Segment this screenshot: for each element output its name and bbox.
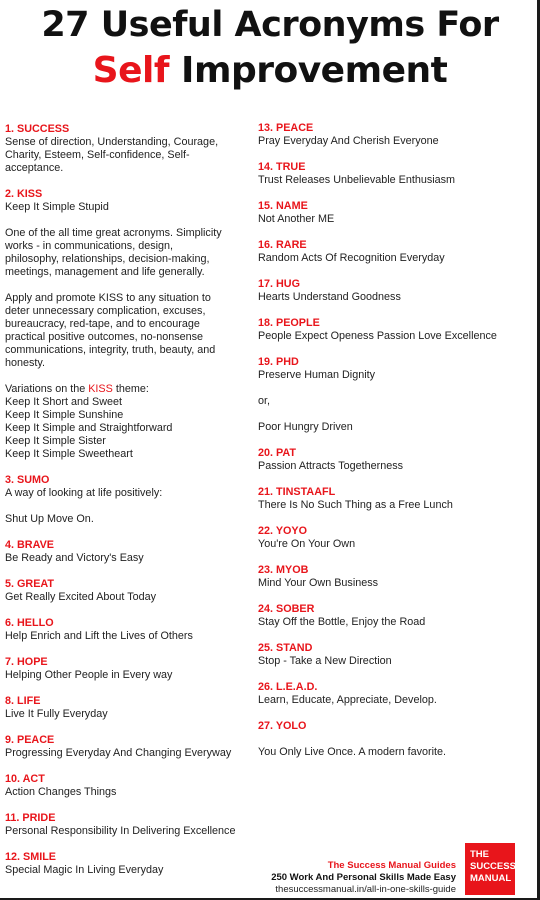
acronym-heading: 26. L.E.A.D. (258, 681, 318, 693)
acronym-text: Stop - Take a New Direction (258, 655, 392, 667)
acronym-text: Shut Up Move On. (5, 513, 94, 525)
acronym-text: Mind Your Own Business (258, 577, 379, 589)
footer-url[interactable]: thesuccessmanual.in/all-in-one-skills-guide (275, 884, 456, 895)
footer-tagline: 250 Work And Personal Skills Made Easy (271, 872, 456, 883)
title-highlight: Self (92, 50, 169, 91)
kiss-paragraph-line: works - in communications, design, (5, 240, 174, 252)
footer-credits (271, 860, 456, 896)
acronym-text: You're On Your Own (258, 538, 356, 550)
acronym-text: Be Ready and Victory's Easy (5, 552, 144, 564)
title-line-2 (0, 48, 540, 94)
acronym-heading: 12. SMILE (5, 851, 57, 863)
acronym-text: People Expect Openess Passion Love Excellence (258, 330, 497, 342)
acronym-text: Learn, Educate, Appreciate, Develop. (258, 694, 437, 706)
acronym-text: A way of looking at life positively: (5, 487, 163, 499)
kiss-variation: Keep It Simple Sweetheart (5, 448, 133, 460)
kiss-variations-intro (5, 383, 250, 396)
success-manual-logo (465, 843, 515, 895)
acronym-text: Action Changes Things (5, 786, 117, 798)
acronym-heading: 15. NAME (258, 200, 308, 212)
variations-highlight: KISS (88, 383, 113, 395)
acronym-heading: 24. SOBER (258, 603, 315, 615)
acronym-heading: 25. STAND (258, 642, 313, 654)
kiss-paragraph-line: Apply and promote KISS to any situation to (5, 292, 211, 304)
acronym-heading: 18. PEOPLE (258, 317, 320, 329)
acronym-text: Keep It Simple Stupid (5, 201, 109, 213)
acronym-heading: 6. HELLO (5, 617, 54, 629)
acronym-text: Pray Everyday And Cherish Everyone (258, 135, 439, 147)
kiss-paragraph-line: philosophy, relationships, decision-making, (5, 253, 210, 265)
acronym-heading: 4. BRAVE (5, 539, 54, 551)
acronym-heading: 22. YOYO (258, 525, 308, 537)
kiss-paragraph-line: deter unnecessary complication, excuses, (5, 305, 206, 317)
logo-word: SUCCESS (470, 861, 516, 872)
acronym-heading: 14. TRUE (258, 161, 306, 173)
acronym-text: Not Another ME (258, 213, 335, 225)
footer-brand: The Success Manual Guides (327, 860, 456, 871)
acronym-text: Helping Other People in Every way (5, 669, 173, 681)
acronym-text: Preserve Human Dignity (258, 369, 376, 381)
kiss-variation: Keep It Short and Sweet (5, 396, 123, 408)
acronym-heading: 9. PEACE (5, 734, 55, 746)
acronym-heading: 5. GREAT (5, 578, 54, 590)
logo-word: MANUAL (470, 873, 512, 884)
kiss-variation: Keep It Simple Sunshine (5, 409, 124, 421)
left-column (5, 123, 250, 877)
acronym-text: Personal Responsibility In Delivering Excellence (5, 825, 236, 837)
acronym-text: Random Acts Of Recognition Everyday (258, 252, 445, 264)
acronym-text: Poor Hungry Driven (258, 421, 353, 433)
kiss-paragraph-line: One of the all time great acronyms. Simplicity (5, 227, 222, 239)
kiss-variation: Keep It Simple and Straightforward (5, 422, 173, 434)
acronym-text: Live It Fully Everyday (5, 708, 108, 720)
kiss-paragraph-line: practical positive outcomes, no-nonsense (5, 331, 204, 343)
acronym-text: Stay Off the Bottle, Enjoy the Road (258, 616, 426, 628)
acronym-heading: 27. YOLO (258, 720, 307, 732)
acronym-text: Charity, Esteem, Self-confidence, Self- (5, 149, 190, 161)
kiss-paragraph-line: meetings, management and life generally. (5, 266, 205, 278)
acronym-heading: 19. PHD (258, 356, 299, 368)
acronym-heading: 21. TINSTAAFL (258, 486, 336, 498)
acronym-heading: 1. SUCCESS (5, 123, 70, 135)
acronym-text: Special Magic In Living Everyday (5, 864, 164, 876)
acronym-text: Sense of direction, Understanding, Courage, (5, 136, 219, 148)
page-title (0, 2, 540, 94)
acronym-text: Hearts Understand Goodness (258, 291, 401, 303)
kiss-paragraph-line: communications, integrity, truth, beauty, and (5, 344, 216, 356)
title-line-2-rest: Improvement (181, 50, 448, 91)
acronym-heading: 11. PRIDE (5, 812, 56, 824)
kiss-paragraph-line: honesty. (5, 357, 46, 369)
acronym-heading: 23. MYOB (258, 564, 309, 576)
acronym-text: Progressing Everyday And Changing Everyway (5, 747, 232, 759)
kiss-variation: Keep It Simple Sister (5, 435, 106, 447)
acronym-text: Trust Releases Unbelievable Enthusiasm (258, 174, 456, 186)
phd-or: or, (258, 395, 271, 407)
kiss-paragraph-line: bureaucracy, red-tape, and to encourage (5, 318, 200, 330)
logo-word: THE (470, 849, 489, 860)
acronym-heading: 10. ACT (5, 773, 45, 785)
acronym-heading: 7. HOPE (5, 656, 48, 668)
title-line-1: 27 Useful Acronyms For (41, 5, 499, 45)
acronym-heading: 8. LIFE (5, 695, 41, 707)
acronym-heading: 2. KISS (5, 188, 43, 200)
acronym-heading: 17. HUG (258, 278, 301, 290)
acronym-text: Passion Attracts Togetherness (258, 460, 404, 472)
acronym-text: You Only Live Once. A modern favorite. (258, 746, 447, 758)
acronym-heading: 3. SUMO (5, 474, 50, 486)
acronym-heading: 16. RARE (258, 239, 307, 251)
acronym-heading: 20. PAT (258, 447, 296, 459)
acronym-text: acceptance. (5, 162, 64, 174)
variations-suffix: theme: (112, 383, 149, 395)
acronym-heading: 13. PEACE (258, 122, 314, 134)
acronym-text: Get Really Excited About Today (5, 591, 157, 603)
right-column (258, 122, 528, 759)
acronym-text: There Is No Such Thing as a Free Lunch (258, 499, 453, 511)
variations-prefix: Variations on the (5, 383, 89, 395)
acronym-text: Help Enrich and Lift the Lives of Others (5, 630, 193, 642)
